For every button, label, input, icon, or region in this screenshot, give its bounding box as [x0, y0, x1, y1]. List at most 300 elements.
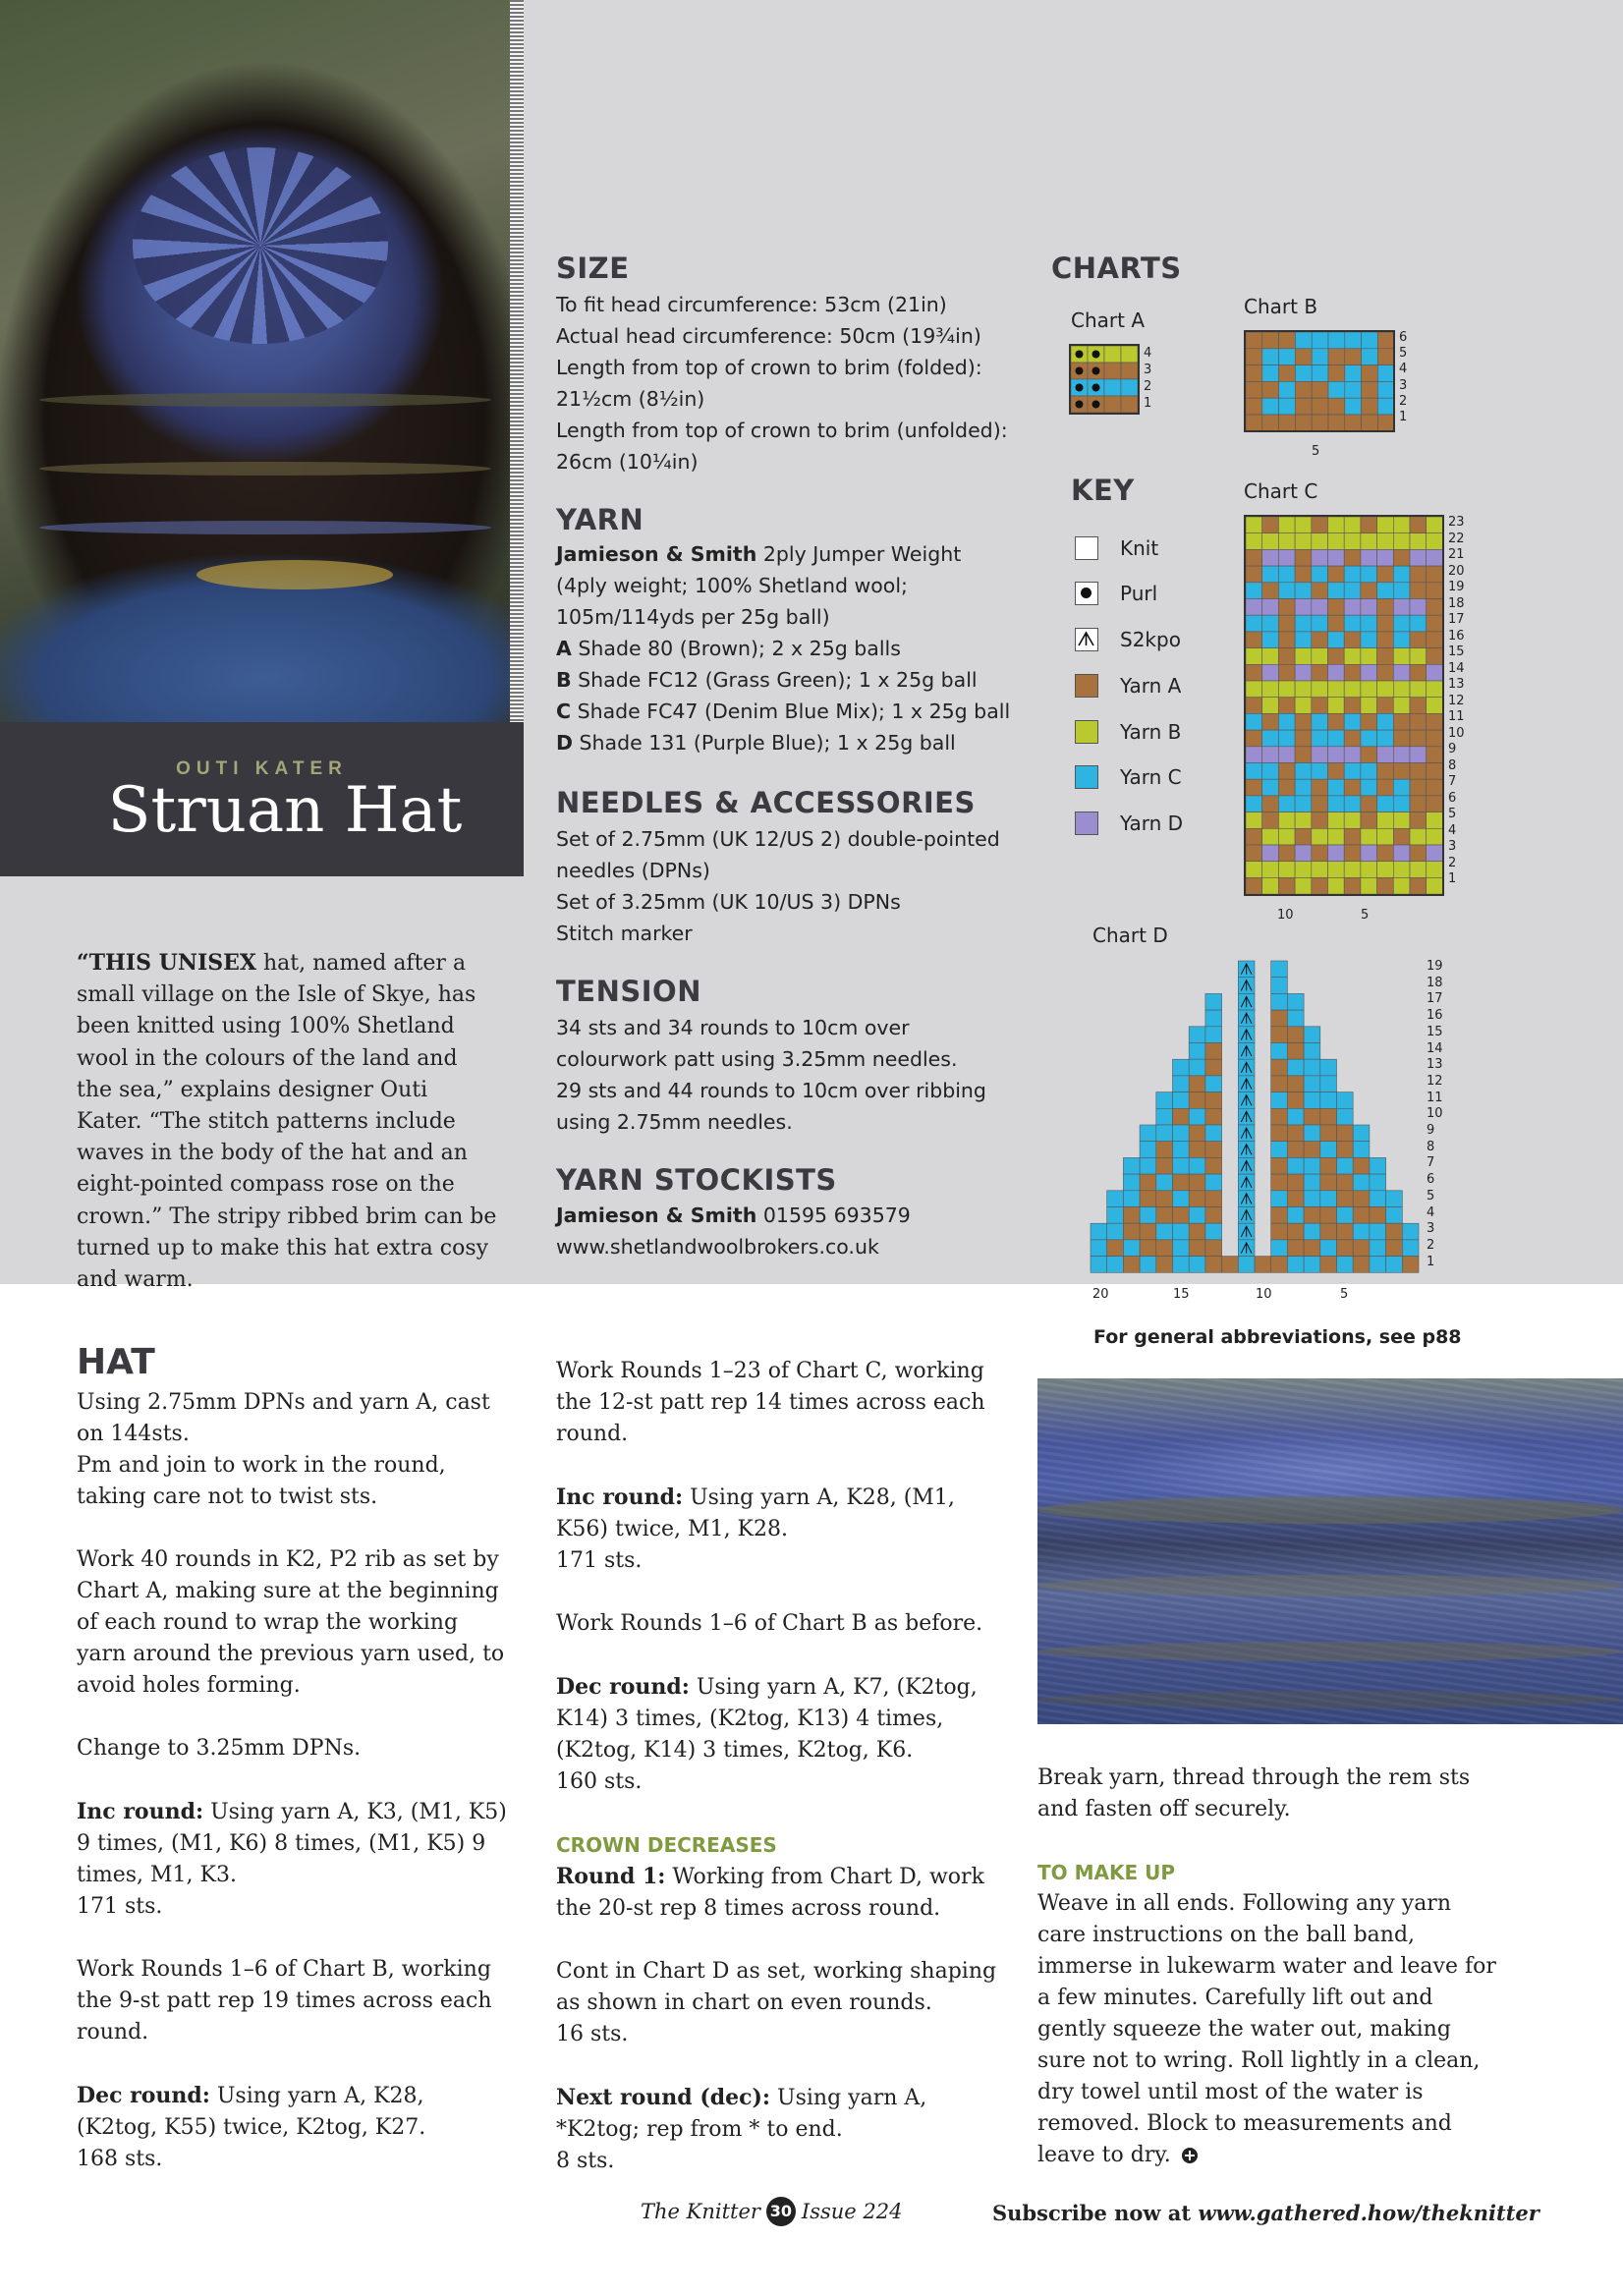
row-number: 18	[1427, 975, 1443, 990]
round-label: Dec round:	[77, 2083, 210, 2108]
chart-cell	[1140, 1223, 1156, 1240]
subscribe-url[interactable]: www.gathered.how/theknitter	[1198, 2201, 1539, 2225]
chart-cell	[1295, 517, 1312, 533]
chart-cell	[1156, 1257, 1173, 1273]
chart-cell	[1353, 1223, 1370, 1240]
chart-cell	[1278, 730, 1295, 747]
chart-cell	[1205, 1027, 1222, 1043]
chart-cell	[1271, 1142, 1288, 1158]
chart-cell	[1328, 583, 1345, 599]
chart-cell	[1312, 566, 1328, 583]
chart-cell	[1377, 583, 1394, 599]
chart-cell	[1287, 1092, 1304, 1109]
chart-cell	[1377, 349, 1394, 365]
chart-cell	[1361, 615, 1377, 632]
chart-cell	[1156, 1240, 1173, 1257]
chart-cell	[1271, 1174, 1288, 1191]
hat-crown-pattern	[133, 147, 388, 344]
tension-details	[556, 1012, 1028, 1138]
chart-cell	[1246, 796, 1262, 812]
chart-cell	[1312, 698, 1328, 714]
chart-cell	[1328, 828, 1345, 845]
stockist-web[interactable]: www.shetlandwoolbrokers.co.uk	[556, 1235, 879, 1259]
chart-cell	[1222, 1257, 1239, 1273]
chart-cell	[1361, 747, 1377, 763]
chart-cell	[1410, 828, 1427, 845]
chart-cell	[1287, 1223, 1304, 1240]
chart-cell	[1353, 1157, 1370, 1174]
col-number: 5	[1340, 1287, 1349, 1302]
chart-cell	[1278, 747, 1295, 763]
chart-cell	[1246, 862, 1262, 878]
chart-cell	[1246, 599, 1262, 616]
chart-cell	[1295, 845, 1312, 862]
row-number: 6	[1399, 330, 1408, 345]
chart-cell	[1262, 648, 1279, 665]
instruction: Pm and join to work in the round, taking care not to twist sts.	[77, 1453, 446, 1509]
chart-cell	[1295, 549, 1312, 566]
key-label: Knit	[1120, 536, 1159, 560]
chart-cell	[1287, 1059, 1304, 1076]
chart-cell	[1246, 632, 1262, 648]
chart-cell	[1173, 1240, 1190, 1257]
instruction: Using yarn A, K3, (M1, K5) 9 times, (M1, K6) 8 times, (M1, K5) 9 times, M1, K3.	[77, 1800, 507, 1887]
row-number: 7	[1427, 1155, 1435, 1171]
chart-cell	[1328, 381, 1345, 398]
chart-cell	[1262, 828, 1279, 845]
chart-cell	[1189, 1223, 1205, 1240]
chart-cell	[1410, 796, 1427, 812]
chart-cell	[1377, 533, 1394, 550]
chart-cell	[1427, 763, 1443, 780]
chart-cell	[1262, 862, 1279, 878]
chart-cell	[1304, 1191, 1320, 1207]
chart-cell	[1312, 812, 1328, 829]
chart-cell	[1320, 1191, 1337, 1207]
chart-cell	[1173, 1125, 1190, 1142]
chart-cell	[1410, 747, 1427, 763]
chart-cell	[1287, 1174, 1304, 1191]
chart-cell	[1377, 747, 1394, 763]
chart-cell	[1304, 1092, 1320, 1109]
key-heading: KEY	[1071, 474, 1135, 507]
chart-cell	[1173, 1223, 1190, 1240]
chart-cell	[1156, 1223, 1173, 1240]
chart-cell	[1386, 1191, 1403, 1207]
round-label: Round 1:	[556, 1864, 666, 1889]
chart-cell	[1287, 1257, 1304, 1273]
chart-cell	[1278, 533, 1295, 550]
stitch-count: 160 sts.	[556, 1769, 643, 1794]
chart-cell	[1287, 1142, 1304, 1158]
chart-cell	[1337, 1223, 1354, 1240]
chart-cell	[1246, 517, 1262, 533]
chart-cell	[1156, 1108, 1173, 1125]
chart-cell	[1123, 1191, 1140, 1207]
chart-cell	[1377, 681, 1394, 698]
row-number: 4	[1427, 1204, 1435, 1220]
chart-cell	[1246, 877, 1262, 894]
magazine-name: The Knitter	[641, 2200, 760, 2223]
chart-cell	[1328, 549, 1345, 566]
chart-cell	[1377, 828, 1394, 845]
chart-c-grid	[1244, 515, 1444, 896]
hat-heading: HAT	[77, 1342, 155, 1382]
chart-cell	[1262, 549, 1279, 566]
chart-cell	[1156, 1191, 1173, 1207]
chart-cell	[1107, 1223, 1124, 1240]
chart-cell	[1344, 599, 1361, 616]
chart-cell	[1312, 349, 1328, 365]
chart-cell	[1320, 1092, 1337, 1109]
chart-cell	[1312, 681, 1328, 698]
chart-cell	[1246, 365, 1262, 382]
shade-code: C	[556, 700, 572, 723]
shade-text: Shade 131 (Purple Blue); 1 x 25g ball	[573, 731, 956, 755]
chart-cell	[1427, 566, 1443, 583]
chart-cell	[1189, 1257, 1205, 1273]
chart-cell	[1427, 845, 1443, 862]
key-item-yarn-c	[1075, 763, 1182, 791]
chart-cell	[1393, 615, 1410, 632]
chart-cell	[1362, 332, 1378, 349]
chart-cell	[1312, 877, 1328, 894]
hat-column-1	[77, 1387, 509, 2207]
shade-text: Shade 80 (Brown); 2 x 25g balls	[571, 637, 901, 660]
needles-line: Set of 3.25mm (UK 10/US 3) DPNs	[556, 890, 901, 914]
chart-cell	[1312, 332, 1328, 349]
chart-cell	[1246, 349, 1262, 365]
row-number: 13	[1427, 1057, 1443, 1073]
chart-cell	[1287, 993, 1304, 1010]
chart-cell	[1410, 681, 1427, 698]
chart-cell	[1377, 632, 1394, 648]
instruction: Work Rounds 1–6 of Chart B as before.	[556, 1611, 983, 1636]
chart-cell	[1262, 632, 1279, 648]
chart-cell	[1312, 779, 1328, 796]
col-number: 5	[1312, 444, 1320, 459]
instruction: Working from Chart D, work the 20-st rep 8 times across round.	[556, 1865, 984, 1921]
chart-cell	[1140, 1125, 1156, 1142]
chart-cell	[1271, 1010, 1288, 1027]
chart-cell	[1295, 796, 1312, 812]
chart-cell	[1328, 779, 1345, 796]
chart-cell	[1328, 615, 1345, 632]
chart-cell	[1189, 1240, 1205, 1257]
chart-cell	[1337, 1240, 1354, 1257]
collar	[196, 560, 393, 589]
chart-cell	[1121, 379, 1138, 396]
chart-b-label: Chart B	[1244, 295, 1318, 318]
chart-cell	[1353, 1125, 1370, 1142]
chart-cell	[1295, 713, 1312, 730]
make-up-heading: TO MAKE UP	[1037, 1861, 1176, 1884]
designer-name: OUTI KATER	[176, 758, 348, 779]
stitch-count: 171 sts.	[556, 1548, 643, 1573]
chart-cell	[1295, 632, 1312, 648]
shade-text: Shade FC47 (Denim Blue Mix); 1 x 25g ball	[571, 700, 1011, 723]
hat-column-3	[1037, 1763, 1499, 2171]
chart-cell	[1328, 730, 1345, 747]
yarn-line: (4ply weight; 100% Shetland wool;	[556, 574, 908, 597]
chart-cell	[1393, 583, 1410, 599]
chart-cell	[1278, 845, 1295, 862]
chart-cell	[1271, 1027, 1288, 1043]
chart-cell	[1304, 1043, 1320, 1060]
chart-cell	[1189, 1108, 1205, 1125]
chart-cell	[1410, 615, 1427, 632]
intro-text: hat, named after a small village on the Isle of Skye, has been knitted using 100% Shetland wool in the colours of the land and the sea,” explains designer Outi Kater. “The stitch patterns include waves in the body of the hat and an eight-pointed compass rose on the crown.” The stripy ribbed brim can be turned up to make this hat extra cosy and warm.	[77, 951, 497, 1293]
chart-cell	[1312, 398, 1328, 415]
chart-cell	[1271, 1207, 1288, 1224]
page-number: 30	[766, 2197, 796, 2226]
chart-cell	[1344, 877, 1361, 894]
footer-right	[992, 2201, 1539, 2225]
chart-cell	[1361, 517, 1377, 533]
crown-decreases-heading: CROWN DECREASES	[556, 1833, 777, 1857]
chart-cell	[1345, 365, 1362, 382]
chart-cell	[1362, 415, 1378, 431]
chart-cell	[1328, 747, 1345, 763]
purl-dot-icon	[1075, 582, 1098, 605]
chart-cell	[1262, 845, 1279, 862]
size-line: 26cm (10¼in)	[556, 450, 699, 474]
chart-cell	[1173, 1174, 1190, 1191]
chart-cell	[1377, 599, 1394, 616]
chart-cell	[1328, 566, 1345, 583]
row-number: 6	[1427, 1172, 1435, 1188]
chart-cell	[1279, 365, 1296, 382]
chart-cell	[1427, 730, 1443, 747]
chart-cell	[1189, 1092, 1205, 1109]
row-number: 2	[1448, 855, 1457, 870]
row-number: 3	[1399, 377, 1408, 393]
chart-cell	[1278, 615, 1295, 632]
chart-cell	[1123, 1157, 1140, 1174]
chart-cell	[1345, 332, 1362, 349]
chart-cell	[1386, 1257, 1403, 1273]
chart-cell	[1262, 332, 1279, 349]
key-label: Yarn C	[1120, 765, 1182, 789]
row-number: 4	[1399, 362, 1408, 377]
purl-dot	[1092, 367, 1100, 375]
chart-cell	[1205, 1076, 1222, 1092]
chart-cell	[1140, 1240, 1156, 1257]
chart-b-grid	[1244, 330, 1395, 432]
chart-cell	[1427, 583, 1443, 599]
chart-cell	[1156, 1174, 1173, 1191]
chart-cell	[1278, 779, 1295, 796]
chart-cell	[1271, 1125, 1288, 1142]
chart-cell	[1328, 415, 1345, 431]
chart-cell	[1410, 599, 1427, 616]
chart-cell	[1344, 812, 1361, 829]
chart-cell	[1107, 1207, 1124, 1224]
chart-cell	[1104, 379, 1121, 396]
chart-cell	[1353, 1257, 1370, 1273]
chart-cell	[1173, 1059, 1190, 1076]
chart-cell	[1410, 698, 1427, 714]
instruction: Using yarn A, K7, (K2tog, K14) 3 times, (K2tog, K13) 4 times, (K2tog, K14) 3 times, K2tog, K6.	[556, 1675, 978, 1763]
chart-cell	[1107, 1257, 1124, 1273]
chart-cell	[1104, 396, 1121, 413]
chart-cell	[1262, 583, 1279, 599]
chart-cell	[1361, 698, 1377, 714]
row-number: 22	[1448, 531, 1465, 546]
hat-stripe	[39, 521, 491, 534]
chart-cell	[1189, 1157, 1205, 1174]
chart-cell	[1312, 632, 1328, 648]
chart-cell	[1304, 1240, 1320, 1257]
chart-cell	[1279, 381, 1296, 398]
chart-cell	[1278, 517, 1295, 533]
chart-cell	[1328, 533, 1345, 550]
key-item-knit	[1075, 534, 1158, 562]
chart-cell	[1107, 1191, 1124, 1207]
chart-cell	[1278, 862, 1295, 878]
chart-cell	[1353, 1207, 1370, 1224]
chart-cell	[1278, 812, 1295, 829]
chart-cell	[1279, 415, 1296, 431]
chart-cell	[1393, 566, 1410, 583]
chart-cell	[1427, 713, 1443, 730]
row-number: 1	[1144, 396, 1152, 411]
row-number: 1	[1448, 871, 1457, 886]
chart-cell	[1344, 796, 1361, 812]
chart-cell	[1393, 681, 1410, 698]
chart-cell	[1123, 1223, 1140, 1240]
hat-stripe	[1037, 1496, 1623, 1524]
size-details	[556, 289, 1028, 477]
chart-cell	[1320, 1125, 1337, 1142]
chart-cell	[1295, 415, 1312, 431]
chart-cell	[1104, 363, 1121, 379]
chart-cell	[1262, 698, 1279, 714]
row-number: 5	[1448, 807, 1457, 821]
instruction: Work 40 rounds in K2, P2 rib as set by Chart A, making sure at the beginning of each round to wrap the working yarn around the previous yarn used, to avoid holes forming.	[77, 1547, 505, 1698]
chart-cell	[1312, 828, 1328, 845]
chart-cell	[1304, 1223, 1320, 1240]
abbreviations-note: For general abbreviations, see p88	[1093, 1326, 1462, 1348]
chart-cell	[1173, 1207, 1190, 1224]
instruction: Change to 3.25mm DPNs.	[77, 1736, 362, 1761]
chart-cell	[1287, 1191, 1304, 1207]
row-number: 5	[1427, 1188, 1435, 1204]
chart-cell	[1410, 664, 1427, 681]
chart-cell	[1337, 1174, 1354, 1191]
yarn-d-swatch-icon	[1075, 812, 1098, 835]
chart-cell	[1295, 812, 1312, 829]
chart-cell	[1361, 713, 1377, 730]
chart-cell	[1312, 533, 1328, 550]
chart-cell	[1246, 730, 1262, 747]
chart-cell	[1156, 1207, 1173, 1224]
purl-dot	[1092, 401, 1100, 409]
instruction: Using yarn A, K28, (K2tog, K55) twice, K2tog, K27.	[77, 2084, 426, 2140]
chart-cell	[1189, 1191, 1205, 1207]
chart-cell	[1246, 828, 1262, 845]
chart-cell	[1361, 583, 1377, 599]
chart-cell	[1173, 1157, 1190, 1174]
chart-cell	[1427, 632, 1443, 648]
row-number: 15	[1427, 1024, 1443, 1039]
chart-cell	[1344, 747, 1361, 763]
instruction: Using 2.75mm DPNs and yarn A, cast on 144sts.	[77, 1390, 490, 1446]
row-number: 4	[1144, 346, 1152, 361]
chart-cell	[1345, 398, 1362, 415]
chart-cell	[1328, 517, 1345, 533]
chart-cell	[1427, 862, 1443, 878]
row-number: 3	[1448, 839, 1457, 854]
chart-cell	[1262, 381, 1279, 398]
chart-cell	[1344, 862, 1361, 878]
chart-cell	[1320, 1257, 1337, 1273]
chart-cell	[1295, 349, 1312, 365]
chart-cell	[1393, 845, 1410, 862]
chart-cell	[1278, 599, 1295, 616]
key-label: Purl	[1120, 582, 1158, 605]
chart-cell	[1361, 862, 1377, 878]
chart-cell	[1377, 713, 1394, 730]
chart-cell	[1271, 1092, 1288, 1109]
chart-cell	[1189, 1125, 1205, 1142]
chart-cell	[1121, 363, 1138, 379]
chart-cell	[1344, 664, 1361, 681]
chart-cell	[1278, 632, 1295, 648]
chart-cell	[1344, 566, 1361, 583]
chart-cell	[1205, 1240, 1222, 1257]
chart-cell	[1271, 1223, 1288, 1240]
chart-cell	[1156, 1092, 1173, 1109]
chart-cell	[1295, 664, 1312, 681]
chart-cell	[1312, 664, 1328, 681]
row-number: 23	[1448, 515, 1465, 530]
chart-cell	[1262, 779, 1279, 796]
chart-cell	[1410, 566, 1427, 583]
chart-cell	[1328, 763, 1345, 780]
chart-cell	[1393, 549, 1410, 566]
chart-cell	[1370, 1240, 1386, 1257]
chart-cell	[1377, 365, 1394, 382]
chart-cell	[1271, 1108, 1288, 1125]
row-number: 10	[1427, 1106, 1443, 1122]
chart-cell	[1345, 349, 1362, 365]
chart-cell	[1295, 381, 1312, 398]
instruction: Using yarn A, *K2tog; rep from * to end.	[556, 2086, 927, 2142]
key-label: Yarn D	[1120, 812, 1184, 835]
chart-cell	[1278, 681, 1295, 698]
chart-cell	[1377, 398, 1394, 415]
chart-cell	[1377, 796, 1394, 812]
chart-cell	[1295, 533, 1312, 550]
subscribe-text: Subscribe now at	[992, 2201, 1199, 2225]
chart-cell	[1287, 1010, 1304, 1027]
chart-cell	[1246, 615, 1262, 632]
chart-cell	[1361, 730, 1377, 747]
charts-heading: CHARTS	[1051, 252, 1182, 285]
chart-cell	[1320, 1240, 1337, 1257]
chart-cell	[1320, 1059, 1337, 1076]
chart-cell	[1386, 1207, 1403, 1224]
col-number: 15	[1173, 1287, 1190, 1302]
chart-cell	[1262, 681, 1279, 698]
instruction: Work Rounds 1–23 of Chart C, working the 12-st patt rep 14 times across each round.	[556, 1359, 985, 1446]
stockists-heading: YARN STOCKISTS	[556, 1163, 837, 1197]
chart-cell	[1271, 1240, 1288, 1257]
chart-cell	[1312, 599, 1328, 616]
chart-cell	[1402, 1240, 1419, 1257]
chart-cell	[1312, 549, 1328, 566]
